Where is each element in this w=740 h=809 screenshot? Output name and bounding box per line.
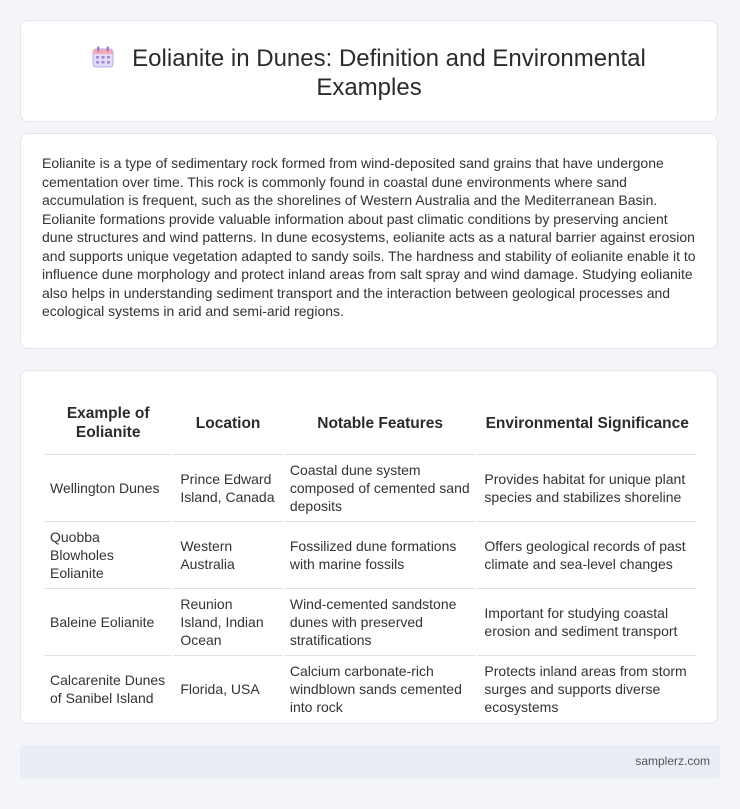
page-title — [51, 44, 687, 102]
cell-features: Wind-cemented sandstone dunes with preserved stratifications — [284, 589, 477, 656]
header-significance: Environmental Significance — [478, 392, 696, 455]
cell-example: Baleine Eolianite — [44, 589, 172, 656]
cell-example: Wellington Dunes — [44, 455, 172, 522]
cell-location: Reunion Island, Indian Ocean — [174, 589, 282, 656]
table-header-row — [44, 392, 696, 455]
cell-example: Quobba Blowholes Eolianite — [44, 522, 172, 589]
header-location: Location — [174, 392, 282, 455]
table-row — [44, 522, 696, 589]
intro-card — [20, 133, 718, 349]
cell-significance: Protects inland areas from storm surges and supports diverse ecosystems — [484, 663, 687, 715]
header-example: Example of Eolianite — [44, 392, 172, 455]
footer — [20, 745, 720, 778]
cell-significance: Offers geological records of past climate and sea-level changes — [478, 522, 696, 589]
header-features: Notable Features — [284, 392, 477, 455]
calendar-icon — [92, 46, 114, 68]
cell-location: Western Australia — [174, 522, 282, 589]
cell-significance: Provides habitat for unique plant species and stabilizes shoreline — [478, 455, 696, 522]
page-title-text: Eolianite in Dunes: Definition and Environmental Examples — [132, 45, 646, 101]
table-card — [20, 370, 718, 724]
cell-features: Calcium carbonate-rich windblown sands cemented into rock — [289, 663, 462, 715]
table-row — [44, 656, 696, 722]
table-row — [44, 589, 696, 656]
cell-location: Florida, USA — [180, 681, 260, 697]
cell-significance: Important for studying coastal erosion and sediment transport — [478, 589, 696, 656]
cell-example: Calcarenite Dunes of Sanibel Island — [50, 672, 166, 706]
cell-features: Fossilized dune formations with marine fossils — [284, 522, 477, 589]
intro-paragraph: Eolianite is a type of sedimentary rock formed from wind-deposited sand grains that have undergone cementation over time. This rock is commonly found in coastal dune environments where sand accumulation is frequent, such as the shorelines of Western Australia and the Mediterranean Basin. Eolianite formations provide valuable information about past climatic conditions by preserving ancient dune structures and wind patterns. In dune ecosystems, eolianite acts as a natural barrier against erosion and supports unique vegetation adapted to sandy soils. The hardness and stability of eolianite enable it to influence dune morphology and protect inland areas from salt spray and wind damage. Studying eolianite also helps in understanding sediment transport and the interaction between geological processes and ecological systems in arid and semi-arid regions. — [42, 155, 696, 319]
table-row — [44, 455, 696, 522]
footer-site-link[interactable]: samplerz.com — [635, 754, 710, 768]
cell-location: Prince Edward Island, Canada — [174, 455, 282, 522]
eolianite-table — [42, 392, 698, 722]
cell-features: Coastal dune system composed of cemented sand deposits — [284, 455, 477, 522]
title-card — [20, 20, 718, 122]
